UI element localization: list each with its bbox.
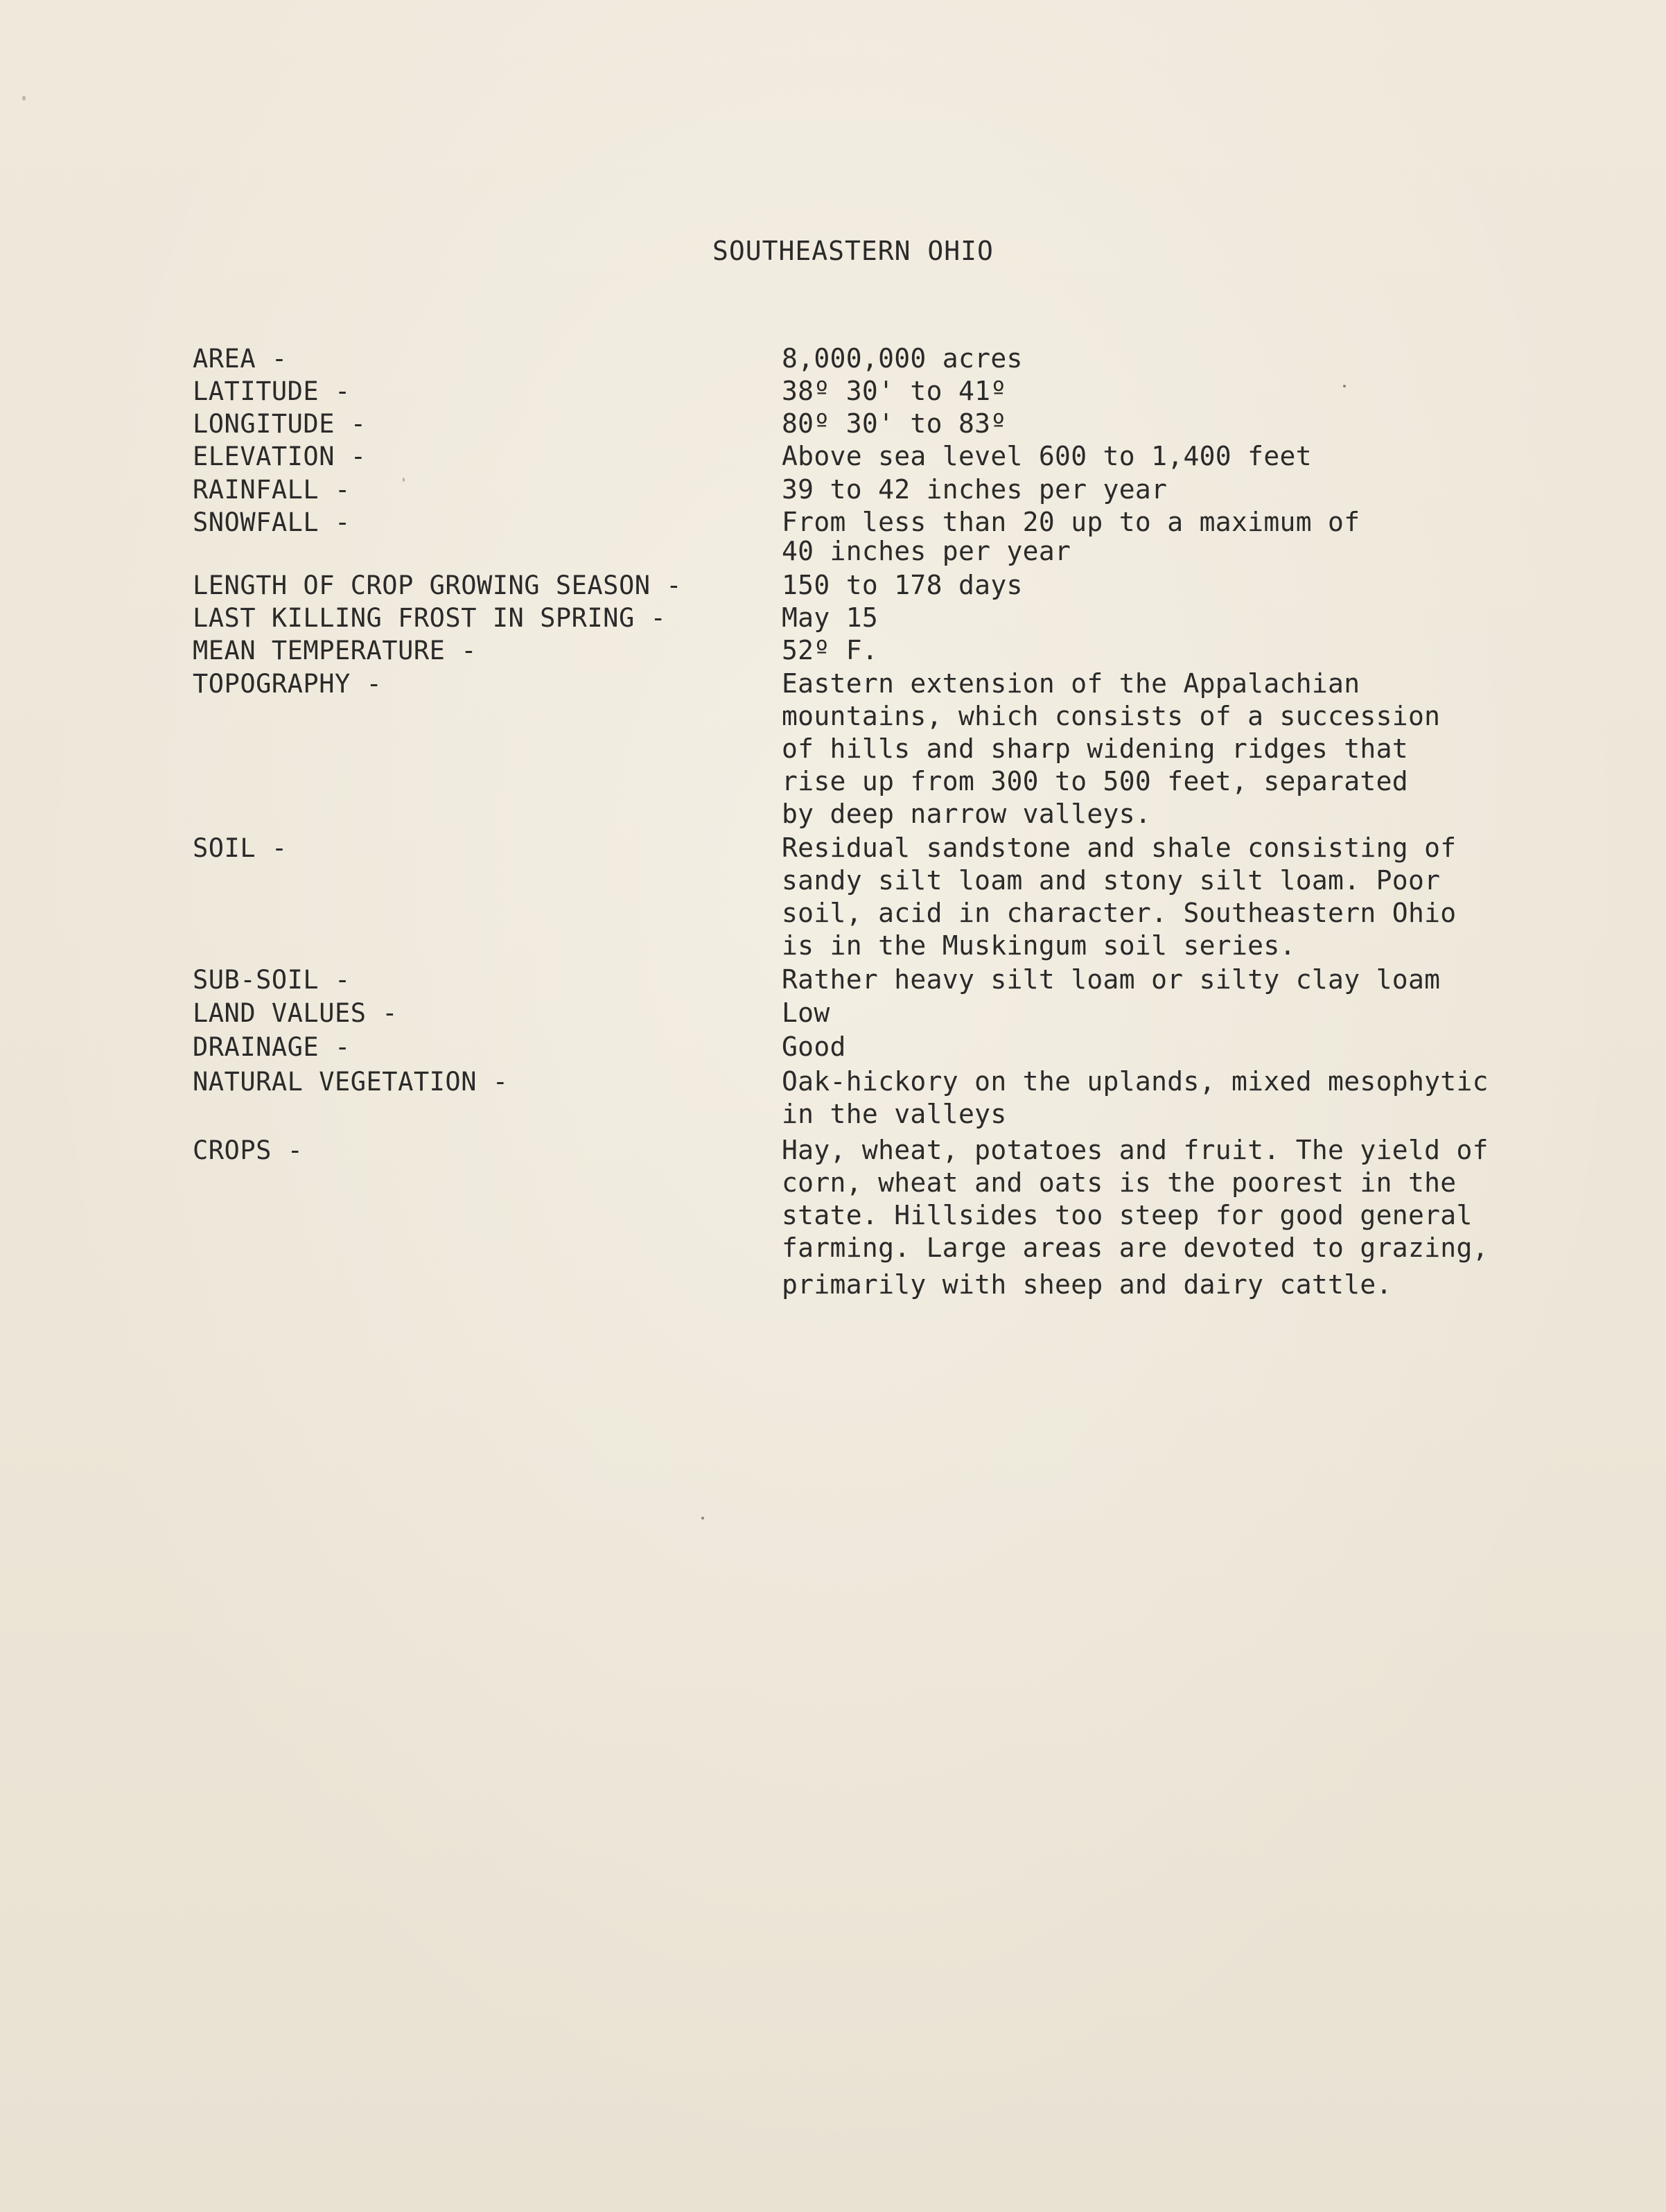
value-line: Good xyxy=(782,1031,846,1062)
value-line: rise up from 300 to 500 feet, separated xyxy=(782,766,1408,796)
entry-value xyxy=(782,473,1586,506)
entry-value xyxy=(782,668,1586,830)
value-line: Residual sandstone and shale consisting of xyxy=(782,833,1457,863)
entry-label: LAND VALUES - xyxy=(193,998,398,1028)
value-line: soil, acid in character. Southeastern Ohio xyxy=(782,898,1457,928)
value-line: state. Hillsides too steep for good general xyxy=(782,1200,1473,1230)
value-line: 52º F. xyxy=(782,635,879,665)
entry-label: MEAN TEMPERATURE - xyxy=(193,636,477,665)
value-line: primarily with sheep and dairy cattle. xyxy=(782,1269,1392,1300)
entry-label: SOIL - xyxy=(193,833,288,863)
entry-value xyxy=(782,634,1586,667)
value-line: Eastern extension of the Appalachian xyxy=(782,668,1360,699)
value-line: May 15 xyxy=(782,602,879,633)
value-line: farming. Large areas are devoted to grazing, xyxy=(782,1233,1489,1263)
value-line: Rather heavy silt loam or silty clay loam xyxy=(782,964,1441,995)
value-line: is in the Muskingum soil series. xyxy=(782,930,1296,961)
value-line: 80º 30' to 83º xyxy=(782,408,1007,439)
entry-label: LENGTH OF CROP GROWING SEASON - xyxy=(193,571,683,600)
value-line: of hills and sharp widening ridges that xyxy=(782,733,1408,764)
value-line: From less than 20 up to a maximum of xyxy=(782,507,1360,537)
entry-value xyxy=(782,375,1586,408)
value-line: Oak-hickory on the uplands, mixed mesophytic xyxy=(782,1066,1489,1097)
entry-label: DRAINAGE - xyxy=(193,1032,351,1062)
entry-label: LONGITUDE - xyxy=(193,409,367,439)
entry-value xyxy=(782,964,1586,996)
entry-label: SNOWFALL - xyxy=(193,507,351,537)
value-line: sandy silt loam and stony silt loam. Poor xyxy=(782,865,1441,896)
value-line: mountains, which consists of a succession xyxy=(782,701,1441,731)
entry-value xyxy=(782,506,1586,568)
value-line: Above sea level 600 to 1,400 feet xyxy=(782,441,1312,471)
value-line: 40 inches per year xyxy=(782,536,1071,566)
value-line: Hay, wheat, potatoes and fruit. The yield of xyxy=(782,1135,1489,1165)
entry-value xyxy=(782,602,1586,634)
value-line: 38º 30' to 41º xyxy=(782,376,1007,406)
entry-value xyxy=(782,342,1586,375)
paper-speck xyxy=(22,96,26,101)
entry-label: LAST KILLING FROST IN SPRING - xyxy=(193,603,667,633)
entry-value xyxy=(782,408,1586,440)
value-line: 8,000,000 acres xyxy=(782,343,1023,374)
value-line: by deep narrow valleys. xyxy=(782,799,1152,829)
entry-label: AREA - xyxy=(193,344,288,374)
paper-speck xyxy=(701,1517,704,1519)
entry-label: NATURAL VEGETATION - xyxy=(193,1067,509,1097)
entry-value xyxy=(782,1065,1586,1131)
paper-speck xyxy=(403,478,405,482)
value-line: in the valleys xyxy=(782,1099,1007,1129)
paper-speck xyxy=(1343,385,1346,387)
entry-value xyxy=(782,569,1586,602)
entry-value xyxy=(782,1134,1586,1301)
entry-value xyxy=(782,832,1586,962)
entry-label: SUB-SOIL - xyxy=(193,965,351,995)
entry-label: RAINFALL - xyxy=(193,475,351,505)
entry-value xyxy=(782,997,1586,1029)
value-line: 39 to 42 inches per year xyxy=(782,474,1168,505)
page-title: SOUTHEASTERN OHIO xyxy=(712,236,994,266)
entry-value xyxy=(782,1031,1586,1063)
entry-value xyxy=(782,440,1586,473)
value-line: Low xyxy=(782,998,830,1028)
entry-label: TOPOGRAPHY - xyxy=(193,669,383,699)
entry-label: ELEVATION - xyxy=(193,442,367,471)
entry-label: CROPS - xyxy=(193,1135,304,1165)
value-line: 150 to 178 days xyxy=(782,570,1023,600)
value-line: corn, wheat and oats is the poorest in the xyxy=(782,1167,1457,1198)
entry-label: LATITUDE - xyxy=(193,376,351,406)
